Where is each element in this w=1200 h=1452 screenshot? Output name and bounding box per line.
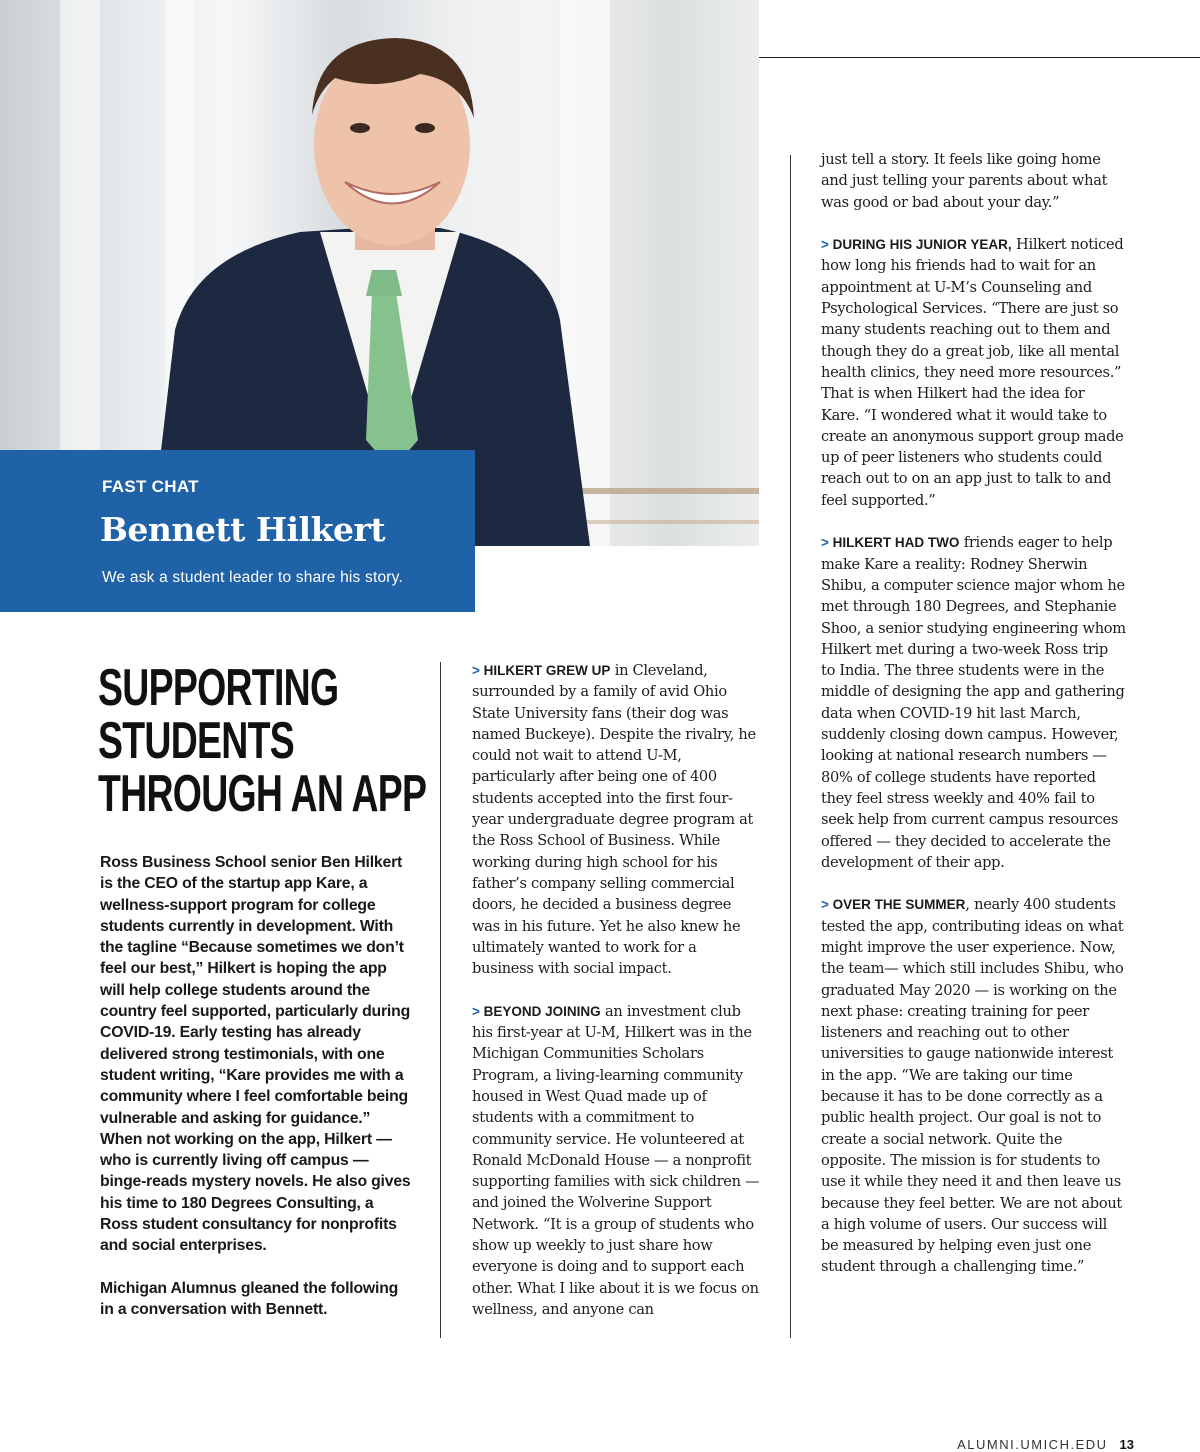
profile-dek: We ask a student leader to share his story. [102, 569, 403, 586]
lead-arrow-icon: > [821, 535, 829, 551]
headline-line: SUPPORTING [98, 659, 339, 717]
article-column-2 [472, 660, 762, 1342]
paragraph-lead: > HILKERT HAD TWO [821, 535, 960, 551]
article-paragraph: just tell a story. It feels like going home and just telling your parents about what was good or bad about your day.” [821, 151, 1108, 211]
column-divider [440, 662, 441, 1338]
paragraph-lead: > HILKERT GREW UP [472, 663, 611, 678]
paragraph-body: friends eager to help make Kare a reality: Rodney Sherwin Shibu, a computer science major whom he met through 180 Degrees, and Stephanie Shoo, a senior studying engineering whom Hilkert met during a two-week Ross trip to India. The three students were in the middle of designing the app and gathering data when COVID-19 hit last March, suddenly closing down campus. However, looking at national research numbers — 80% of college students have reported they feel stress weekly and 40% fail to seek help from current campus resources offered — they decided to accelerate the development of their app. [821, 534, 1126, 871]
profile-name: Bennett Hilkert [100, 510, 386, 549]
title-banner [0, 450, 475, 612]
paragraph-lead: > OVER THE SUMMER [821, 897, 966, 913]
intro-paragraph: Michigan Alumnus gleaned the following in a conversation with Bennett. [100, 1279, 399, 1318]
paragraph-body: an investment club his first-year at U-M, Hilkert was in the Michigan Communities Scholars Program, a living-learning community housed in West Quad made up of students with a commitment to community service. He volunteered at Ronald McDonald House — a nonprofit supporting families with sick children — and joined the Wolverine Support Network. “It is a group of students who show up weekly to just share how everyone is doing and to support each other. What I like about it is we focus on wellness, and anyone can [472, 1002, 760, 1318]
headline-line: STUDENTS [98, 712, 295, 770]
article-paragraph [472, 1001, 762, 1320]
paragraph-lead: > BEYOND JOINING [472, 1003, 601, 1019]
intro-paragraph: Ross Business School senior Ben Hilkert is the CEO of the startup app Kare, a wellness-support program for college students currently in development. With the tagline “Because sometimes we don’t feel our best,” Hilkert is hoping the app will help college students around the country feel supported, particularly during COVID-19. Early testing has already delivered strong testimonials, with one student writing, “Kare provides me with a community where I feel comfortable being vulnerable and asking for guidance.” When not working on the app, Hilkert — who is currently living off campus — binge-reads mystery novels. He also gives his time to 180 Degrees Consulting, a Ross student consultancy for nonprofits and social enterprises. [100, 854, 411, 1255]
article-paragraph [821, 532, 1126, 873]
section-kicker: FAST CHAT [102, 477, 199, 496]
column-divider [790, 155, 791, 1338]
lead-arrow-icon: > [472, 663, 480, 678]
article-paragraph [472, 660, 762, 979]
top-rule [759, 57, 1200, 58]
paragraph-lead: > DURING HIS JUNIOR YEAR, [821, 237, 1012, 253]
headline-line: THROUGH AN APP [98, 765, 427, 823]
lead-arrow-icon: > [821, 897, 829, 913]
intro-text [100, 852, 415, 1341]
article-column-3 [821, 149, 1126, 1299]
article-paragraph [821, 234, 1126, 511]
paragraph-body: in Cleveland, surrounded by a family of avid Ohio State University fans (their dog was named Buckeye). Despite the rivalry, he could not wait to attend U-M, particularly after being one of 400 students accepted into the first four-year undergraduate degree program at the Ross School of Business. While working during high school for his father’s company selling commercial doors, he decided a business degree was in his future. Yet he also knew he ultimately wanted to work for a business with social impact. [472, 662, 756, 978]
lead-arrow-icon: > [821, 237, 829, 253]
page-number: 13 [1119, 1437, 1134, 1452]
paragraph-body: , nearly 400 students tested the app, contributing ideas on what might improve the user experience. Now, the team— which still includes Shibu, who graduated May 2020 — is working on the next phase: creating training for peer listeners and reaching out to other universities to gauge nationwide interest in the app. “We are taking our time because it has to be done correctly as a public health project. Our goal is not to create a social network. Quite the opposite. The mission is for students to use it while they need it and then leave us because they feel better. We are not about a high volume of users. Our success will be measured by helping even just one student through a challenging time.” [821, 896, 1124, 1276]
lead-arrow-icon: > [472, 1003, 480, 1019]
article-headline [98, 659, 427, 823]
paragraph-body: Hilkert noticed how long his friends had to wait for an appointment at U-M’s Counseling and Psychological Services. “There are just so many students reaching out to them and though they do a great job, like all mental health clinics, they need more resources.” That is when Hilkert had the idea for Kare. “I wondered what it would take to create an anonymous support group made up of peer listeners who students could reach out to on an app just to talk to and feel supported.” [821, 236, 1124, 509]
footer-site: ALUMNI.UMICH.EDU [957, 1437, 1108, 1452]
article-paragraph [821, 894, 1126, 1277]
